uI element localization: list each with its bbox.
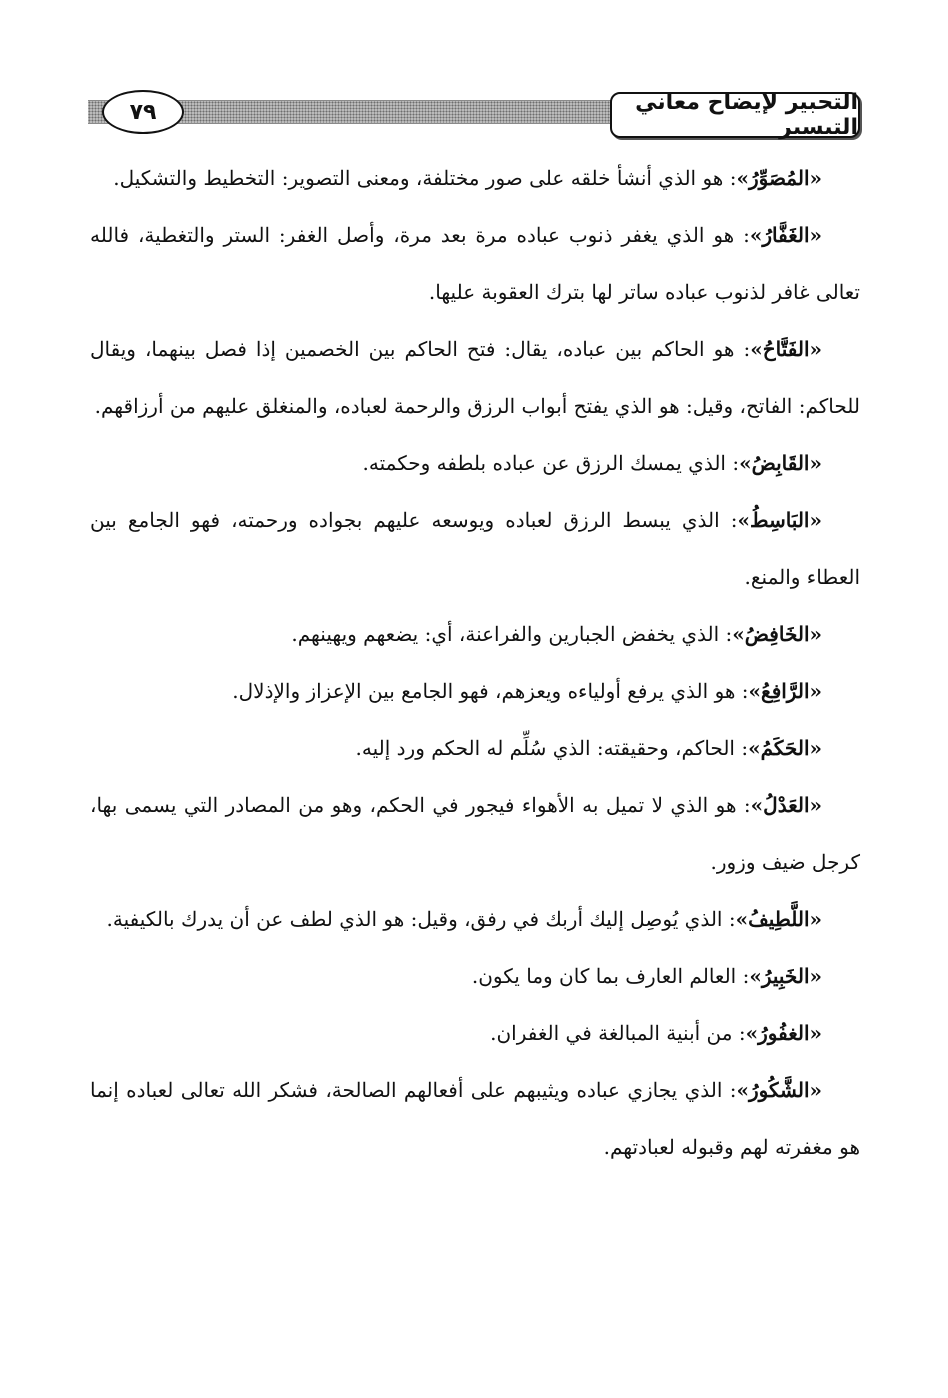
- page-number: ٧٩: [102, 90, 184, 134]
- book-title: التحبير لإيضاح معاني التيسير: [610, 92, 860, 138]
- term: «الحَكَمُ»: [748, 736, 822, 760]
- term: «الخَبِيرُ»: [749, 964, 822, 988]
- term: «الشَّكُورُ»: [736, 1078, 822, 1102]
- entry-khabir: [90, 948, 860, 1005]
- entry-musawwir: [90, 150, 860, 207]
- term: «الغَفَّارُ»: [749, 223, 822, 247]
- entry-ghafur: [90, 1005, 860, 1062]
- page-header: [88, 88, 860, 140]
- definition: : هو الذي يرفع أولياءه ويعزهم، فهو الجامع بين الإعزاز والإذلال.: [232, 679, 749, 703]
- term: «الغفُورُ»: [745, 1021, 822, 1045]
- definition: : الذي يُوصِل إليك أربك في رفق، وقيل: هو الذي لطف عن أن يدرك بالكيفية.: [106, 907, 736, 931]
- entry-khafid: [90, 606, 860, 663]
- term: «الفَتَّاحُ»: [750, 337, 822, 361]
- entry-basit: [90, 492, 860, 606]
- term: «المُصَوِّرُ»: [736, 166, 822, 190]
- definition: : العالم العارف بما كان وما يكون.: [471, 964, 750, 988]
- definition: : هو الذي أنشأ خلقه على صور مختلفة، ومعنى التصوير: التخطيط والتشكيل.: [113, 166, 737, 190]
- definition: : الذي يخفض الجبارين والفراعنة، أي: يضعهم ويهينهم.: [291, 622, 733, 646]
- entry-ghaffar: [90, 207, 860, 321]
- definition: : هو الذي لا تميل به الأهواء فيجور في الحكم، وهو من المصادر التي يسمى بها، كرجل ضيف وزور.: [90, 793, 860, 874]
- term: «القَابِضُ»: [739, 451, 822, 475]
- page-body: [90, 150, 860, 1176]
- definition: : الحاكم، وحقيقته: الذي سُلِّم له الحكم ورد إليه.: [355, 736, 749, 760]
- term: «الخَافِضُ»: [732, 622, 822, 646]
- term: «العَدْلُ»: [750, 793, 822, 817]
- definition: : هو الذي يغفر ذنوب عباده مرة بعد مرة، وأصل الغفر: الستر والتغطية، فالله تعالى غافر لذنوب عباده ساتر لها بترك العقوبة عليها.: [90, 223, 860, 304]
- entry-latif: [90, 891, 860, 948]
- term: «الرَّافِعُ»: [748, 679, 822, 703]
- definition: : الذي يجازي عباده ويثيبهم على أفعالهم الصالحة، فشكر الله تعالى لعباده إنما هو مغفرته لهم وقبوله لعبادتهم.: [90, 1078, 860, 1159]
- entry-fattah: [90, 321, 860, 435]
- term: «اللَّطِيفُ»: [735, 907, 822, 931]
- entry-rafi: [90, 663, 860, 720]
- definition: : الذي يبسط الرزق لعباده ويوسعه عليهم بجواده ورحمته، فهو الجامع بين العطاء والمنع.: [90, 508, 860, 589]
- entry-adl: [90, 777, 860, 891]
- entry-shakur: [90, 1062, 860, 1176]
- term: «البَاسِطُ»: [737, 508, 822, 532]
- entry-qabid: [90, 435, 860, 492]
- entry-hakam: [90, 720, 860, 777]
- definition: : الذي يمسك الرزق عن عباده بلطفه وحكمته.: [362, 451, 740, 475]
- definition: : هو الحاكم بين عباده، يقال: فتح الحاكم بين الخصمين إذا فصل بينهما، ويقال للحاكم: الفاتح، وقيل: هو الذي يفتح أبواب الرزق والرحمة لعباده، والمنغلق عليهم من أرزاقهم.: [90, 337, 860, 418]
- definition: : من أبنية المبالغة في الغفران.: [490, 1021, 746, 1045]
